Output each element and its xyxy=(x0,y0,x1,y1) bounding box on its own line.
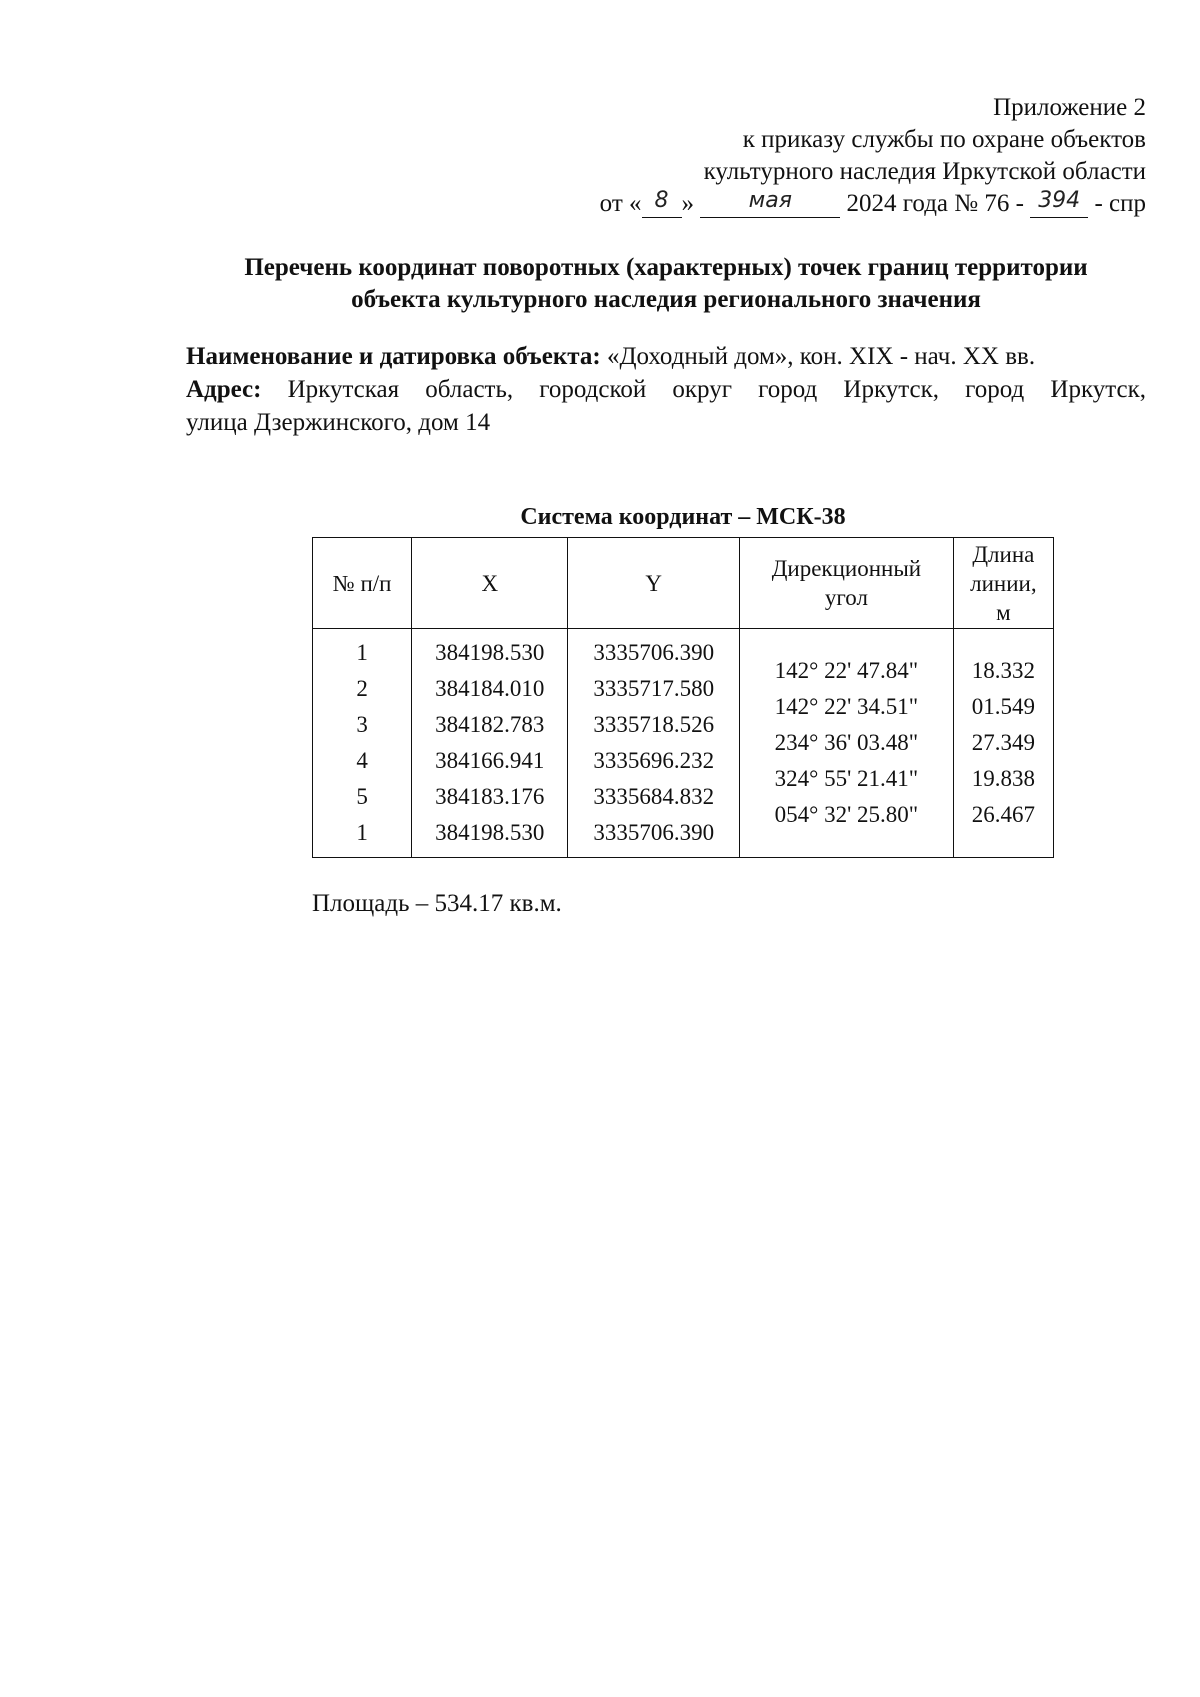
x-coordinate: 384182.783 xyxy=(435,712,545,737)
coordinate-system-caption: Система координат – МСК-38 xyxy=(520,504,846,530)
header-point-number: № п/п xyxy=(313,538,412,629)
line-length: 26.467 xyxy=(971,802,1035,827)
point-number: 3 xyxy=(356,712,368,737)
address-continuation-row xyxy=(186,406,1146,439)
handwritten-day: 8 xyxy=(654,188,669,213)
order-date-line xyxy=(446,188,1146,220)
header-length-line-3: м xyxy=(996,599,1011,625)
point-number: 5 xyxy=(356,784,368,809)
address-value-line-1: Иркутская область, городской округ город Иркутск, город Иркутск, xyxy=(287,376,1146,403)
x-coordinate: 384198.530 xyxy=(435,820,545,845)
direction-angle: 234° 36' 03.48" xyxy=(774,730,919,755)
appendix-line-2: к приказу службы по охране объектов xyxy=(742,126,1146,153)
line-length: 01.549 xyxy=(971,694,1035,719)
point-number: 2 xyxy=(356,676,368,701)
y-coordinate: 3335706.390 xyxy=(593,640,715,665)
address-row xyxy=(186,373,1146,406)
y-coordinate: 3335696.232 xyxy=(593,748,715,773)
line-length: 27.349 xyxy=(971,730,1035,755)
x-coordinate-column xyxy=(412,629,568,858)
x-coordinate: 384183.176 xyxy=(435,784,545,809)
appendix-header xyxy=(446,92,1146,220)
object-name-row xyxy=(186,340,1146,373)
line-length: 19.838 xyxy=(971,766,1035,791)
x-coordinate: 384166.941 xyxy=(435,748,545,773)
order-suffix: - спр xyxy=(1094,190,1146,217)
title-line-2: объекта культурного наследия регионального значения xyxy=(351,286,981,313)
date-prefix: от « xyxy=(599,190,642,217)
header-x: X xyxy=(412,538,568,629)
coordinates-table xyxy=(312,537,1054,858)
table-header-row xyxy=(313,538,1054,629)
handwritten-month: мая xyxy=(748,188,792,213)
y-coordinate: 3335717.580 xyxy=(593,676,715,701)
y-coordinate-column xyxy=(568,629,740,858)
direction-angle: 054° 32' 25.80" xyxy=(774,802,919,827)
date-quote-close: » xyxy=(681,190,695,217)
day-field xyxy=(642,188,682,218)
table-body-row xyxy=(313,629,1054,858)
area-value: Площадь – 534.17 кв.м. xyxy=(312,890,562,917)
point-number-column xyxy=(313,629,412,858)
object-name-value: «Доходный дом», кон. XIX - нач. XX вв. xyxy=(606,343,1036,370)
direction-angle-column xyxy=(740,629,954,858)
title-line-1: Перечень координат поворотных (характерных) точек границ территории xyxy=(244,254,1088,281)
document-title xyxy=(186,252,1146,316)
direction-angle: 324° 55' 21.41" xyxy=(774,766,919,791)
header-line-length xyxy=(953,538,1053,629)
x-coordinate: 384198.530 xyxy=(435,640,545,665)
appendix-line-1: Приложение 2 xyxy=(993,94,1146,121)
address-label: Адрес: xyxy=(186,376,262,403)
line-length: 18.332 xyxy=(971,658,1035,683)
y-coordinate: 3335718.526 xyxy=(593,712,715,737)
header-length-line-2: линии, xyxy=(970,570,1037,596)
x-coordinate: 384184.010 xyxy=(435,676,545,701)
object-info xyxy=(186,340,1146,439)
handwritten-order-number: 394 xyxy=(1038,188,1081,213)
y-coordinate: 3335706.390 xyxy=(593,820,715,845)
point-number: 4 xyxy=(356,748,368,773)
header-length-line-1: Длина xyxy=(972,541,1035,567)
point-number: 1 xyxy=(356,820,368,845)
month-field xyxy=(700,188,840,218)
header-y: Y xyxy=(568,538,740,629)
address-value-line-2: улица Дзержинского, дом 14 xyxy=(186,409,491,436)
direction-angle: 142° 22' 34.51" xyxy=(774,694,919,719)
appendix-line-3: культурного наследия Иркутской области xyxy=(703,158,1146,185)
header-angle-line-2: угол xyxy=(824,585,868,610)
header-angle-line-1: Дирекционный xyxy=(771,556,922,581)
year-and-order-number-prefix: 2024 года № 76 - xyxy=(846,190,1024,217)
point-number: 1 xyxy=(356,640,368,665)
order-number-field xyxy=(1030,188,1088,218)
y-coordinate: 3335684.832 xyxy=(593,784,715,809)
line-length-column xyxy=(953,629,1053,858)
header-direction-angle xyxy=(740,538,954,629)
direction-angle: 142° 22' 47.84" xyxy=(774,658,919,683)
object-name-label: Наименование и датировка объекта: xyxy=(186,343,601,370)
